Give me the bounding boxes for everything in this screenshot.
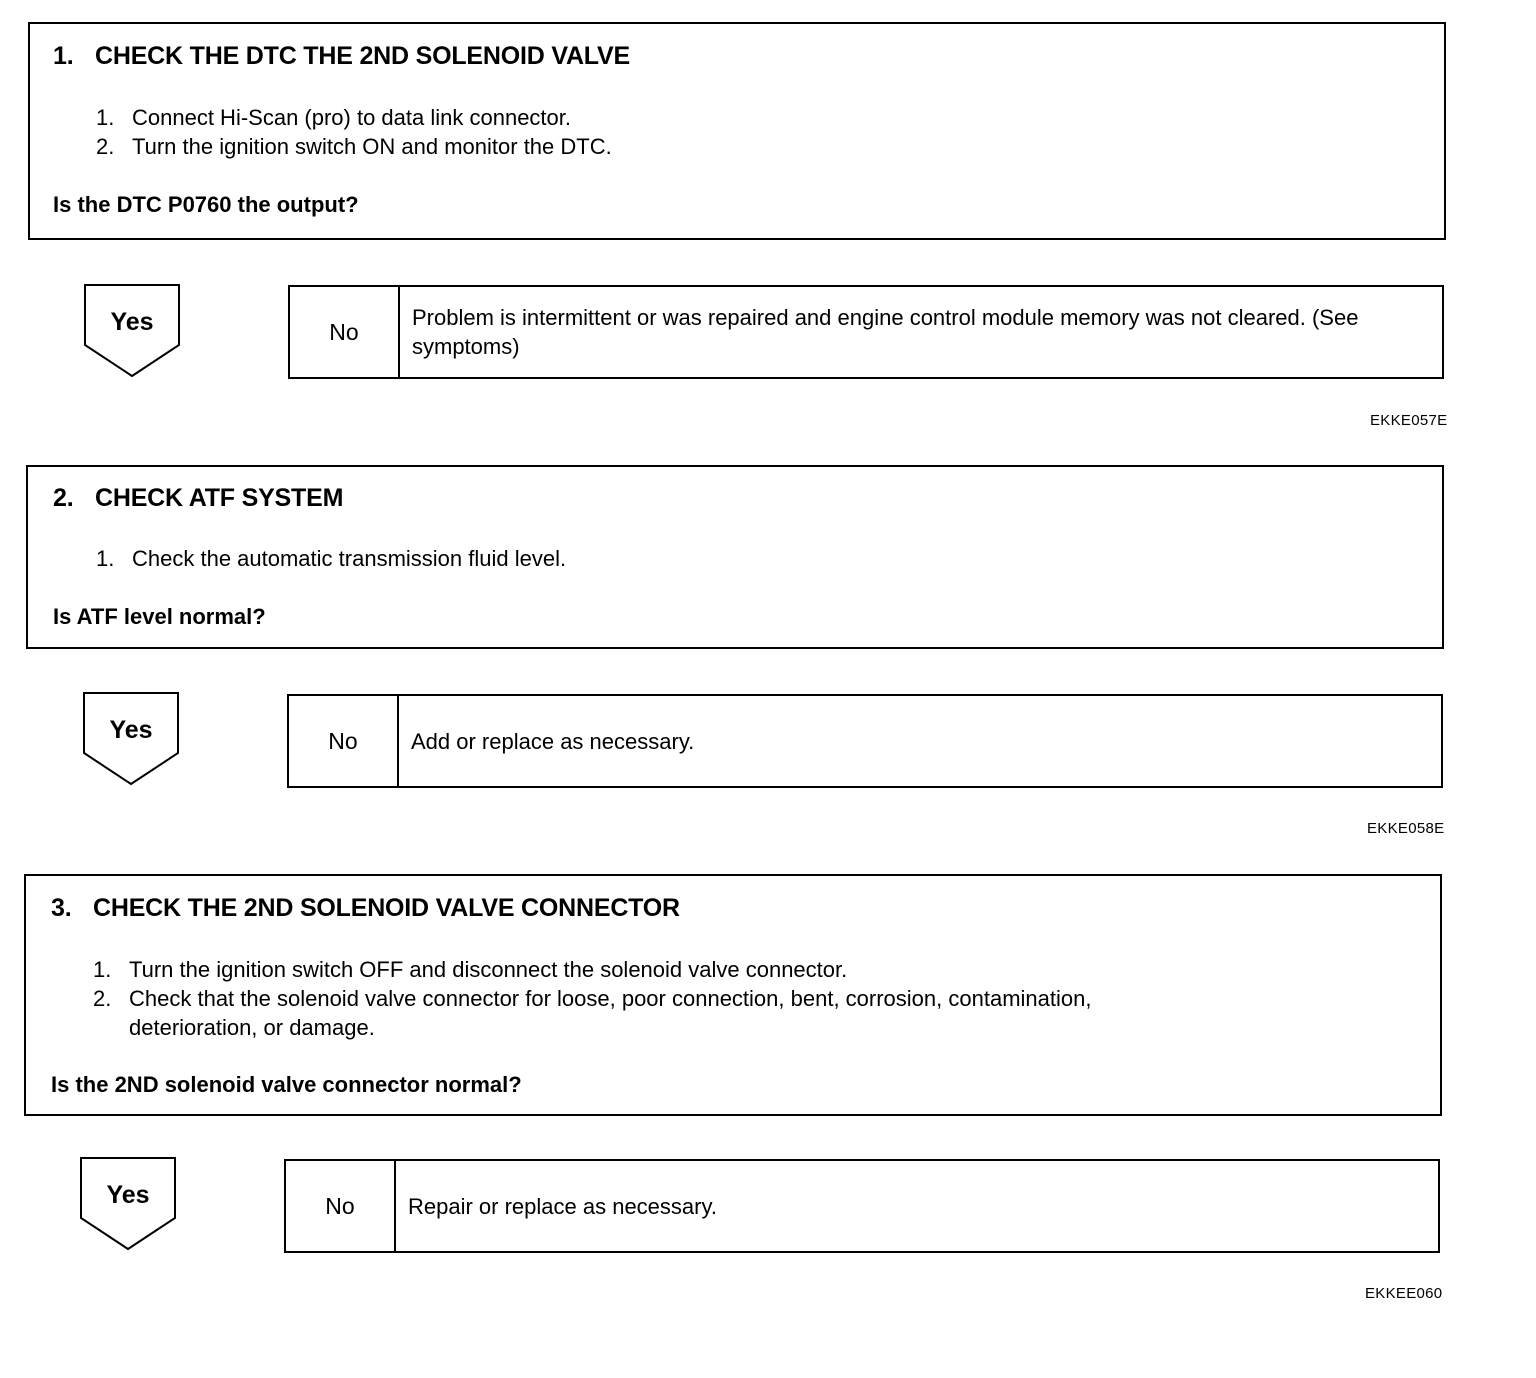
no-label: No — [290, 287, 400, 377]
step-3-question: Is the 2ND solenoid valve connector normal? — [51, 1072, 522, 1097]
step-2-title-text: CHECK ATF SYSTEM — [95, 484, 344, 512]
no-label: No — [289, 696, 399, 786]
no-action-text: Add or replace as necessary. — [411, 728, 695, 754]
step-2-title — [53, 484, 343, 513]
figure-id: EKKE057E — [1370, 412, 1448, 429]
step-1-number: 1. — [53, 42, 74, 70]
step-3-title-text: CHECK THE 2ND SOLENOID VALVE CONNECTOR — [93, 894, 680, 922]
yes-label: Yes — [106, 1181, 150, 1209]
figure-id: EKKE058E — [1367, 820, 1445, 837]
instruction-item: 2. Check that the solenoid valve connector for loose, poor connection, bent, corrosion, contamination, deterioration, or damage. — [93, 986, 1092, 1040]
figure-id: EKKEE060 — [1365, 1285, 1443, 1302]
instruction-item: 2. Turn the ignition switch ON and monitor the DTC. — [96, 134, 612, 159]
step-2-number: 2. — [53, 484, 74, 512]
step-1-title — [53, 42, 630, 71]
step-3-instructions — [93, 955, 1223, 1042]
step-1-question: Is the DTC P0760 the output? — [53, 192, 359, 217]
yes-label: Yes — [110, 308, 154, 336]
no-action-text: Repair or replace as necessary. — [408, 1193, 717, 1219]
step-2-no-box — [287, 694, 1443, 788]
step-3-title — [51, 894, 680, 923]
step-1-no-box — [288, 285, 1444, 379]
step-1-instructions — [96, 103, 1396, 161]
step-2-yes-arrow — [83, 692, 179, 786]
instruction-item: 1. Check the automatic transmission fluid level. — [96, 546, 567, 571]
no-label: No — [286, 1161, 396, 1251]
no-action-text: Problem is intermittent or was repaired and engine control module memory was not cleared. (See symptoms) — [412, 305, 1359, 359]
step-2-instructions — [96, 544, 1396, 573]
instruction-item: 1. Connect Hi-Scan (pro) to data link connector. — [96, 105, 572, 130]
instruction-item: 1. Turn the ignition switch OFF and disconnect the solenoid valve connector. — [93, 957, 848, 982]
step-3-no-box — [284, 1159, 1440, 1253]
yes-label: Yes — [109, 716, 153, 744]
step-3-yes-arrow — [80, 1157, 176, 1251]
step-1-title-text: CHECK THE DTC THE 2ND SOLENOID VALVE — [95, 42, 630, 70]
step-3-number: 3. — [51, 894, 72, 922]
step-1-yes-arrow — [84, 284, 180, 378]
step-2-question: Is ATF level normal? — [53, 604, 266, 629]
